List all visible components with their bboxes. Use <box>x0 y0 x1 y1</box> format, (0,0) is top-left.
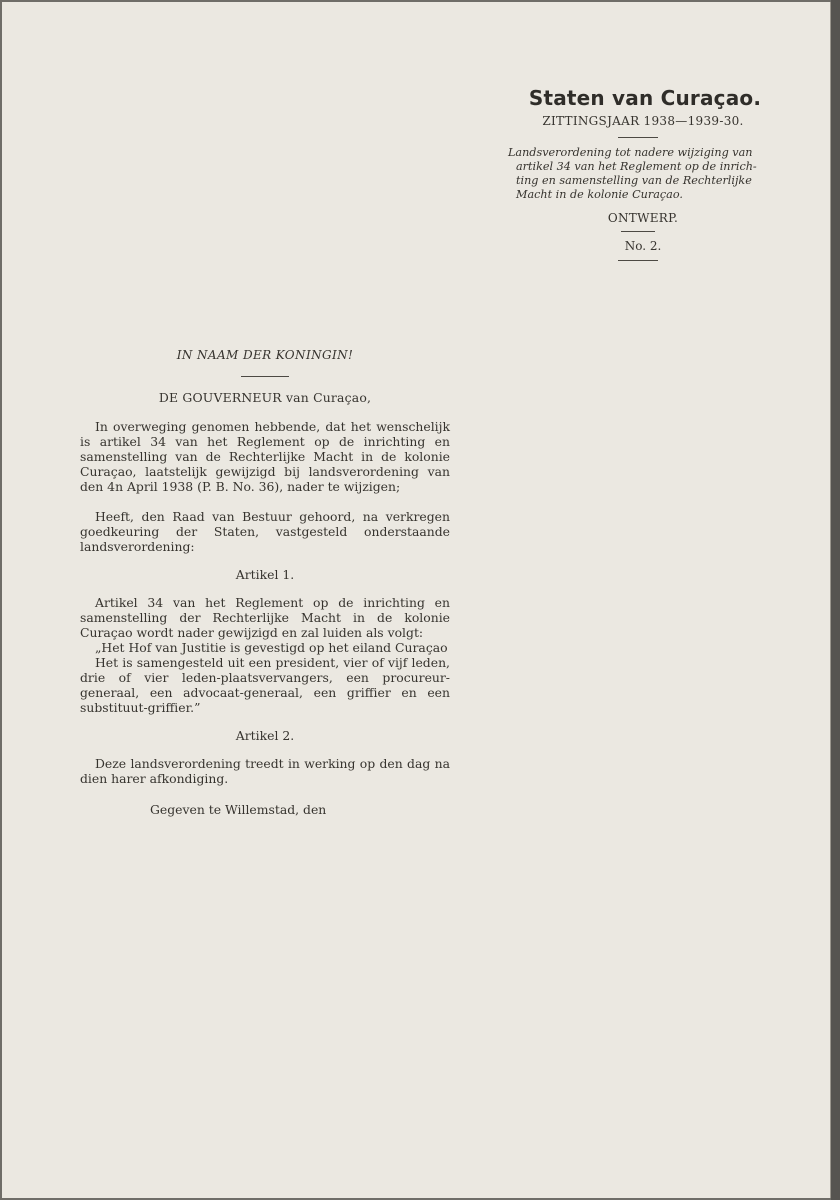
header-number: No. 2. <box>624 239 662 253</box>
header-subject-line: Landsverordening tot nadere wijziging van <box>508 146 753 159</box>
section-divider <box>241 376 289 377</box>
header-divider <box>621 231 655 232</box>
article-1-quote-rest: Het is samengesteld uit een president, vier of vijf leden, drie of vier leden-plaatsvervangers, een procureur-generaal, een advocaat-generaal, een griffier en een substituut-griffier.” <box>80 655 450 715</box>
enacting-paragraph: Heeft, den Raad van Bestuur gehoord, na verkregen goedkeuring der Staten, vastgesteld onderstaande landsverordening: <box>80 509 450 554</box>
header-status: ONTWERP. <box>607 211 679 225</box>
article-1-quote-first: „Het Hof van Justitie is gevestigd op het eiland Curaçao <box>95 640 448 655</box>
scan-edge <box>831 0 840 1200</box>
document-page <box>2 2 831 1198</box>
article-1-heading: Artikel 1. <box>235 567 295 582</box>
header-subject <box>502 146 774 202</box>
header-divider <box>618 260 658 261</box>
document-header <box>502 86 774 261</box>
invocation: IN NAAM DER KONINGIN! <box>176 348 354 362</box>
considering-paragraph: In overweging genomen hebbende, dat het wenschelijk is artikel 34 van het Reglement op de inrichting en samenstelling van de Rechterlijke Macht in de kolonie Curaçao, laatstelijk gewijzigd bij landsverordening van den 4n April 1938 (P. B. No. 36), nader te wijzigen; <box>80 419 450 494</box>
closing-line: Gegeven te Willemstad, den <box>150 802 327 817</box>
header-divider <box>618 137 658 138</box>
document-body <box>80 348 450 817</box>
governor-line: DE GOUVERNEUR van Curaçao, <box>158 390 372 405</box>
header-session: ZITTINGSJAAR 1938—1939-30. <box>542 114 744 128</box>
article-2-heading: Artikel 2. <box>235 728 295 743</box>
article-2-text: Deze landsverordening treedt in werking op den dag na dien harer afkondiging. <box>80 756 450 786</box>
header-subject-line: ting en samenstelling van de Rechterlijke <box>516 174 752 187</box>
header-subject-line: artikel 34 van het Reglement op de inrich- <box>516 160 757 173</box>
header-title: Staten van Curaçao. <box>528 86 762 110</box>
header-subject-line: Macht in de kolonie Curaçao. <box>516 188 683 201</box>
article-1-text: Artikel 34 van het Reglement op de inrichting en samenstelling der Rechterlijke Macht in de kolonie Curaçao wordt nader gewijzigd en zal luiden als volgt: <box>80 595 450 640</box>
